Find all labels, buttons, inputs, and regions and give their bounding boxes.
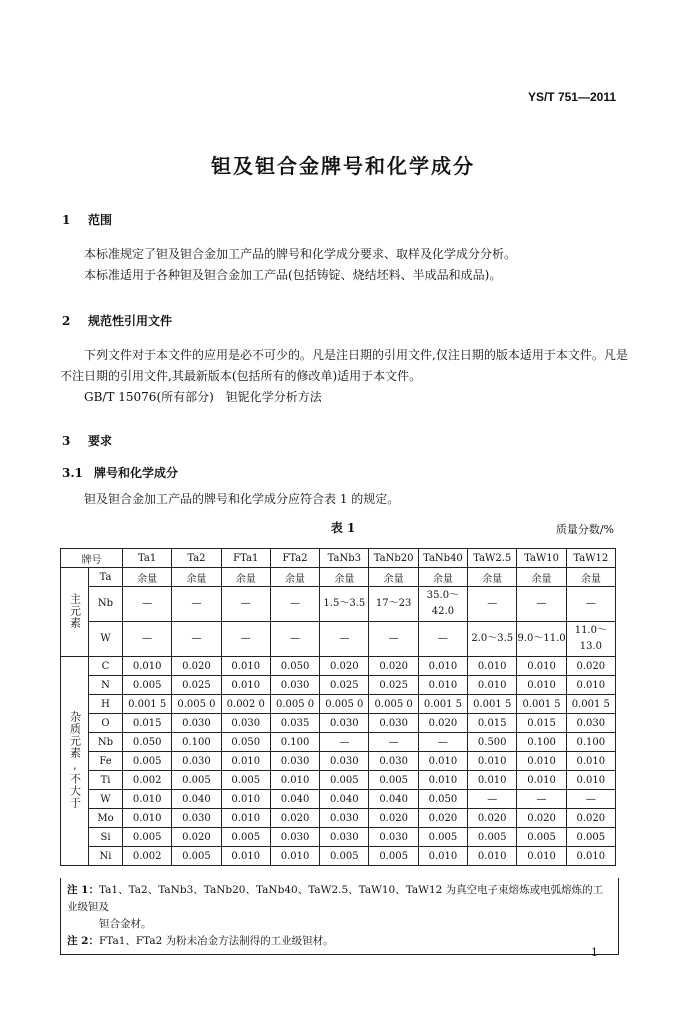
composition-value: 0.030	[369, 714, 418, 733]
section-number: 3	[62, 434, 71, 448]
composition-value: 0.010	[270, 847, 319, 866]
composition-value: —	[270, 587, 319, 622]
section-title: 规范性引用文件	[88, 314, 173, 328]
element-symbol: W	[89, 790, 123, 809]
composition-value: 0.010	[517, 676, 566, 695]
section-2-paragraph-1: 下列文件对于本文件的应用是必不可少的。凡是注日期的引用文件,仅注日期的版本适用于本文件。凡是不注日期的引用文件,其最新版本(包括所有的修改单)适用于本文件。	[60, 348, 628, 383]
table-unit: 质量分数/%	[555, 523, 614, 536]
composition-value: 0.025	[369, 676, 418, 695]
element-symbol: Si	[89, 828, 123, 847]
composition-value: —	[517, 790, 566, 809]
composition-value: 0.020	[566, 809, 615, 828]
composition-value: —	[369, 733, 418, 752]
composition-value: 0.005	[123, 828, 172, 847]
table-row	[61, 714, 616, 733]
table-notes	[60, 878, 619, 955]
composition-value: 0.050	[270, 657, 319, 676]
composition-value: 余量	[320, 568, 369, 587]
composition-value: 0.040	[369, 790, 418, 809]
group-label: 主元素	[68, 592, 82, 629]
composition-value: 11.0～13.0	[566, 622, 615, 657]
composition-value: 0.010	[221, 657, 270, 676]
table-caption: 表 1	[330, 521, 356, 535]
grade-header: TaNb3	[320, 549, 369, 568]
composition-value: 0.005	[320, 847, 369, 866]
composition-value: 0.005	[172, 771, 221, 790]
table-row	[61, 657, 616, 676]
composition-value: 0.005 0	[369, 695, 418, 714]
group-label: 杂质元素,不大于	[68, 710, 82, 809]
page-number: 1	[591, 946, 598, 959]
composition-value: —	[172, 587, 221, 622]
composition-value: 0.010	[517, 847, 566, 866]
table-row	[61, 695, 616, 714]
composition-value: 0.005	[369, 847, 418, 866]
composition-value: 0.030	[270, 752, 319, 771]
composition-value: 0.020	[320, 657, 369, 676]
composition-value: 0.005	[172, 847, 221, 866]
composition-value: 0.010	[517, 657, 566, 676]
composition-value: 0.030	[270, 676, 319, 695]
composition-value: 余量	[517, 568, 566, 587]
element-symbol: Fe	[89, 752, 123, 771]
composition-value: 0.005	[517, 828, 566, 847]
composition-value: 0.020	[468, 809, 517, 828]
composition-value: 0.010	[566, 847, 615, 866]
table-body	[61, 568, 616, 866]
composition-value: 0.010	[418, 657, 467, 676]
element-symbol: Ti	[89, 771, 123, 790]
element-symbol: O	[89, 714, 123, 733]
composition-value: 0.025	[172, 676, 221, 695]
table-row	[61, 568, 616, 587]
composition-value: 0.040	[270, 790, 319, 809]
section-1-heading	[62, 211, 112, 228]
composition-value: 0.010	[418, 771, 467, 790]
composition-value: 0.040	[172, 790, 221, 809]
composition-value: 35.0～42.0	[418, 587, 467, 622]
composition-value: —	[566, 790, 615, 809]
composition-value: 0.030	[369, 752, 418, 771]
composition-value: 余量	[221, 568, 270, 587]
composition-value: 0.001 5	[468, 695, 517, 714]
impurity-elements-group	[61, 657, 89, 866]
table-note	[67, 882, 612, 933]
section-3-1-paragraph: 钽及钽合金加工产品的牌号和化学成分应符合表 1 的规定。	[84, 492, 400, 506]
table-row	[61, 676, 616, 695]
section-number: 2	[62, 314, 71, 328]
composition-value: —	[566, 587, 615, 622]
composition-value: 0.010	[123, 657, 172, 676]
composition-value: 0.030	[320, 752, 369, 771]
composition-value: 0.500	[468, 733, 517, 752]
note-label: 注 2：	[67, 935, 99, 947]
composition-value: 余量	[369, 568, 418, 587]
grade-header-label: 牌号	[61, 549, 123, 568]
composition-value: 0.050	[418, 790, 467, 809]
table-note	[67, 933, 612, 950]
composition-value: 0.001 5	[418, 695, 467, 714]
composition-value: 0.005	[221, 771, 270, 790]
composition-value: 0.030	[369, 828, 418, 847]
composition-value: 0.010	[468, 847, 517, 866]
composition-value: 0.005	[123, 752, 172, 771]
composition-value: —	[123, 622, 172, 657]
composition-value: 0.020	[172, 657, 221, 676]
section-number: 1	[62, 213, 71, 227]
composition-value: 0.100	[566, 733, 615, 752]
grade-header: TaW2.5	[468, 549, 517, 568]
document-code: YS/T 751—2011	[527, 90, 616, 104]
composition-value: 0.010	[221, 809, 270, 828]
composition-value: 0.010	[468, 676, 517, 695]
composition-value: 0.020	[369, 657, 418, 676]
composition-value: 余量	[566, 568, 615, 587]
composition-value: 0.020	[172, 828, 221, 847]
composition-value: 0.030	[320, 714, 369, 733]
composition-value: 0.100	[172, 733, 221, 752]
table-row	[61, 809, 616, 828]
composition-value: 0.010	[418, 752, 467, 771]
composition-value: 0.010	[221, 676, 270, 695]
composition-value: —	[172, 622, 221, 657]
element-symbol: Ta	[89, 568, 123, 587]
section-3-heading	[62, 432, 112, 449]
composition-value: 0.010	[418, 847, 467, 866]
composition-value: 0.010	[468, 657, 517, 676]
composition-value: 0.030	[270, 828, 319, 847]
composition-value: 0.001 5	[123, 695, 172, 714]
main-elements-group	[61, 568, 89, 657]
composition-value: —	[418, 733, 467, 752]
table-row	[61, 828, 616, 847]
grade-header: Ta2	[172, 549, 221, 568]
table-row	[61, 790, 616, 809]
composition-value: 0.030	[221, 714, 270, 733]
composition-value: 0.005	[221, 828, 270, 847]
composition-value: 0.035	[270, 714, 319, 733]
section-1-paragraph-1: 本标准规定了钽及钽合金加工产品的牌号和化学成分要求、取样及化学成分分析。	[84, 247, 517, 261]
composition-value: 0.005	[123, 676, 172, 695]
composition-value: 0.020	[418, 714, 467, 733]
composition-value: —	[221, 622, 270, 657]
table-row	[61, 587, 616, 622]
composition-value: —	[270, 622, 319, 657]
note-text: Ta1、Ta2、TaNb3、TaNb20、TaNb40、TaW2.5、TaW10、TaW12 为真空电子束熔炼或电弧熔炼的工业级钽及	[67, 884, 604, 913]
note-text: FTa1、FTa2 为粉末冶金方法制得的工业级钽材。	[98, 935, 334, 947]
composition-value: 0.010	[468, 771, 517, 790]
composition-value: 1.5～3.5	[320, 587, 369, 622]
grade-header: FTa2	[270, 549, 319, 568]
grade-header: TaNb20	[369, 549, 418, 568]
composition-value: 0.020	[566, 657, 615, 676]
composition-value: 0.005	[418, 828, 467, 847]
composition-value: 0.020	[270, 809, 319, 828]
composition-value: —	[517, 587, 566, 622]
composition-value: 0.040	[320, 790, 369, 809]
composition-value: 0.010	[566, 771, 615, 790]
composition-value: 0.002	[123, 771, 172, 790]
note-continuation: 钽合金材。	[99, 918, 152, 930]
grade-header: Ta1	[123, 549, 172, 568]
composition-value: 0.001 5	[517, 695, 566, 714]
table-row	[61, 847, 616, 866]
composition-value: —	[468, 587, 517, 622]
composition-value: 0.030	[320, 809, 369, 828]
element-symbol: Ni	[89, 847, 123, 866]
composition-value: 0.005	[468, 828, 517, 847]
composition-value: 0.030	[172, 714, 221, 733]
composition-value: 0.030	[172, 752, 221, 771]
section-title: 范围	[88, 213, 113, 227]
composition-value: 余量	[468, 568, 517, 587]
composition-value: 0.015	[468, 714, 517, 733]
section-2-heading	[62, 312, 172, 329]
composition-value: 0.030	[320, 828, 369, 847]
composition-value: 0.020	[418, 809, 467, 828]
composition-value: 0.030	[566, 714, 615, 733]
composition-value: 0.100	[517, 733, 566, 752]
element-symbol: Mo	[89, 809, 123, 828]
composition-value: —	[221, 587, 270, 622]
page-title: 钽及钽合金牌号和化学成分	[211, 154, 475, 178]
composition-value: 0.010	[221, 847, 270, 866]
composition-value: —	[320, 622, 369, 657]
composition-value: 0.010	[517, 752, 566, 771]
composition-value: 0.010	[566, 752, 615, 771]
element-symbol: W	[89, 622, 123, 657]
table-row	[61, 771, 616, 790]
composition-value: 0.100	[270, 733, 319, 752]
composition-value: 0.002	[123, 847, 172, 866]
composition-value: 0.010	[468, 752, 517, 771]
section-number: 3.1	[62, 466, 83, 480]
composition-value: 余量	[123, 568, 172, 587]
composition-value: 2.0～3.5	[468, 622, 517, 657]
element-symbol: H	[89, 695, 123, 714]
composition-value: —	[418, 622, 467, 657]
composition-value: 0.020	[369, 809, 418, 828]
composition-value: 0.010	[123, 790, 172, 809]
composition-value: —	[123, 587, 172, 622]
composition-value: —	[468, 790, 517, 809]
composition-value: 0.010	[221, 790, 270, 809]
section-title: 要求	[88, 434, 113, 448]
element-symbol: Nb	[89, 587, 123, 622]
composition-value: 0.010	[517, 771, 566, 790]
composition-value: 0.001 5	[566, 695, 615, 714]
element-symbol: Nb	[89, 733, 123, 752]
section-title: 牌号和化学成分	[94, 466, 179, 480]
composition-value: —	[320, 733, 369, 752]
composition-value: 余量	[172, 568, 221, 587]
section-1-paragraph-2: 本标准适用于各种钽及钽合金加工产品(包括铸锭、烧结坯料、半成品和成品)。	[84, 268, 502, 282]
table-header-row	[61, 549, 616, 568]
table-row	[61, 733, 616, 752]
grade-header: FTa1	[221, 549, 270, 568]
composition-value: 0.025	[320, 676, 369, 695]
composition-value: 0.005 0	[270, 695, 319, 714]
composition-value: 0.010	[566, 676, 615, 695]
composition-value: 17～23	[369, 587, 418, 622]
composition-value: 0.015	[517, 714, 566, 733]
element-symbol: C	[89, 657, 123, 676]
composition-value: 0.005 0	[320, 695, 369, 714]
note-label: 注 1：	[67, 884, 99, 896]
composition-value: —	[369, 622, 418, 657]
section-3-1-heading	[62, 464, 178, 481]
composition-value: 0.010	[221, 752, 270, 771]
composition-value: 0.010	[123, 809, 172, 828]
table-row	[61, 622, 616, 657]
composition-value: 余量	[418, 568, 467, 587]
element-symbol: N	[89, 676, 123, 695]
section-2-reference: GB/T 15076(所有部分) 钽铌化学分析方法	[84, 390, 322, 404]
composition-value: 0.010	[270, 771, 319, 790]
composition-value: 0.030	[172, 809, 221, 828]
grade-header: TaNb40	[418, 549, 467, 568]
composition-value: 0.005	[320, 771, 369, 790]
grade-header: TaW12	[566, 549, 615, 568]
table-row	[61, 752, 616, 771]
composition-value: 9.0～11.0	[517, 622, 566, 657]
composition-value: 0.050	[123, 733, 172, 752]
composition-value: 0.002 0	[221, 695, 270, 714]
composition-value: 0.015	[123, 714, 172, 733]
composition-value: 0.005	[369, 771, 418, 790]
composition-value: 0.010	[418, 676, 467, 695]
composition-value: 0.005 0	[172, 695, 221, 714]
composition-value: 0.005	[566, 828, 615, 847]
composition-table	[60, 548, 616, 866]
composition-value: 0.050	[221, 733, 270, 752]
composition-value: 余量	[270, 568, 319, 587]
grade-header: TaW10	[517, 549, 566, 568]
composition-value: 0.020	[517, 809, 566, 828]
